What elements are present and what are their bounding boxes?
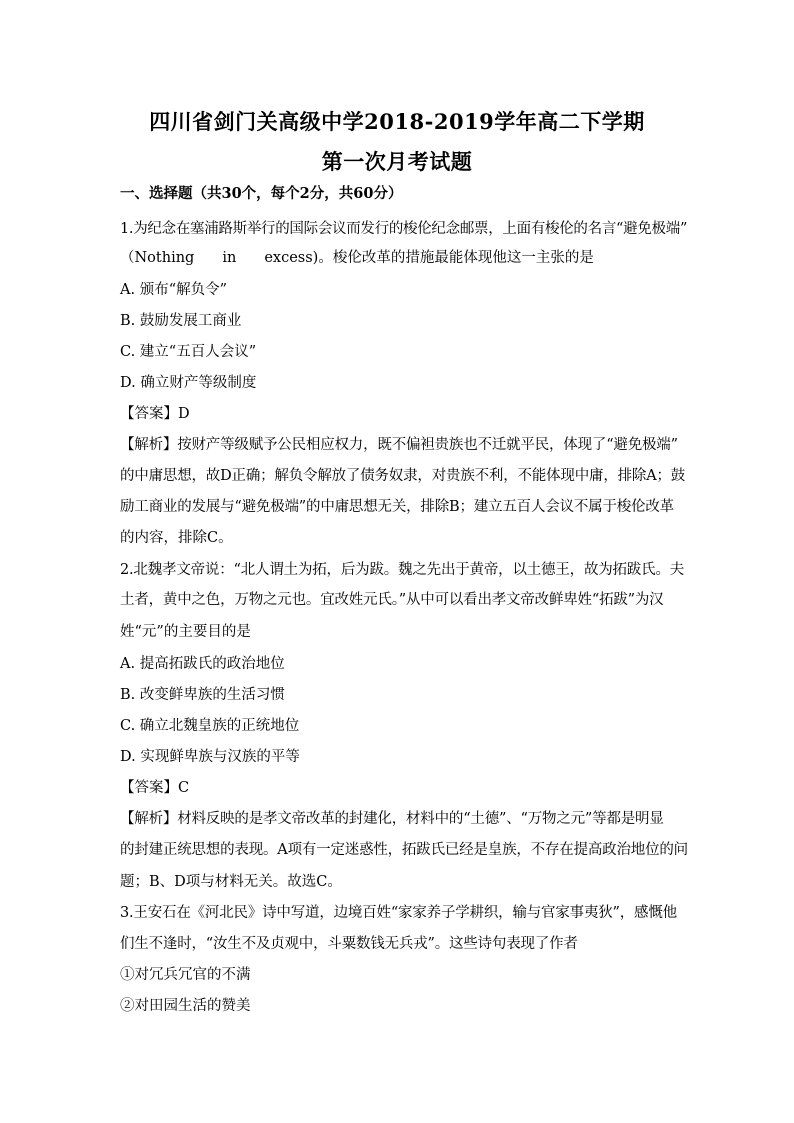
section-heading: 一、选择题（共30个，每个2分，共60分） (120, 185, 403, 202)
q2-option-b: B. 改变鲜卑族的生活习惯 (120, 687, 285, 703)
q3-stem-line1: 3.王安石在《河北民》诗中写道，边境百姓“家家养子学耕织，输与官家事夷狄”，感慨他 (120, 905, 677, 921)
q1-stem-line2-b: in (222, 250, 237, 266)
q1-stem-line2 (120, 248, 680, 268)
q2-stem-line2: 土者，黄中之色，万物之元也。宜改姓元氏。”从中可以看出孝文帝改鲜卑姓“拓跋”为汉 (120, 592, 664, 608)
q2-stem-line3: 姓“元”的主要目的是 (120, 624, 251, 640)
q1-analysis-line1: 【解析】按财产等级赋予公民相应权力，既不偏袒贵族也不迁就平民，体现了“避免极端” (120, 437, 678, 453)
q1-option-c: C. 建立“五百人会议” (120, 344, 257, 360)
q1-analysis-line3: 励工商业的发展与“避免极端”的中庸思想无关，排除B；建立五百人会议不属于梭伦改革 (120, 499, 674, 515)
q1-option-b: B. 鼓励发展工商业 (120, 313, 242, 329)
q1-stem-line1: 1.为纪念在塞浦路斯举行的国际会议而发行的梭伦纪念邮票，上面有梭伦的名言“避免极端” (120, 221, 688, 237)
q1-stem-line2-c: excess)。梭伦改革的措施最能体现他这一主张的是 (264, 250, 594, 266)
q1-option-d: D. 确立财产等级制度 (120, 375, 257, 391)
q3-item2: ②对田园生活的赞美 (120, 998, 251, 1014)
q3-stem-line2: 们生不逢时，“汝生不及贞观中，斗粟数钱无兵戎”。这些诗句表现了作者 (120, 936, 578, 952)
q3-item1: ①对冗兵冗官的不满 (120, 967, 251, 983)
q2-option-c: C. 确立北魏皇族的正统地位 (120, 718, 300, 734)
q2-analysis-line3: 题；B、D项与材料无关。故选C。 (120, 874, 342, 890)
q1-option-a: A. 颁布“解负令” (120, 282, 228, 298)
q2-stem-line1: 2.北魏孝文帝说：“北人谓土为拓，后为跋。魏之先出于黄帝，以土德王，故为拓跋氏。夫 (120, 562, 685, 578)
q2-option-a: A. 提高拓跋氏的政治地位 (120, 656, 285, 672)
q1-answer: 【答案】D (120, 406, 190, 422)
q2-analysis-line1: 【解析】材料反映的是孝文帝改革的封建化，材料中的“土德”、“万物之元”等都是明显 (120, 811, 664, 827)
q1-analysis-line2: 的中庸思想，故D正确；解负令解放了债务奴隶，对贵族不利，不能体现中庸，排除A；鼓 (120, 468, 686, 484)
q2-analysis-line2: 的封建正统思想的表现。A项有一定迷惑性，拓跋氏已经是皇族，不存在提高政治地位的问 (120, 842, 688, 858)
page-title-line2: 第一次月考试题 (321, 149, 473, 174)
q2-option-d: D. 实现鲜卑族与汉族的平等 (120, 749, 300, 765)
page-title-line1: 四川省剑门关高级中学2018-2019学年高二下学期 (149, 109, 645, 134)
q2-answer: 【答案】C (120, 780, 190, 796)
q1-stem-line2-a: （Nothing (120, 250, 195, 266)
q1-analysis-line4: 的内容，排除C。 (120, 530, 233, 546)
